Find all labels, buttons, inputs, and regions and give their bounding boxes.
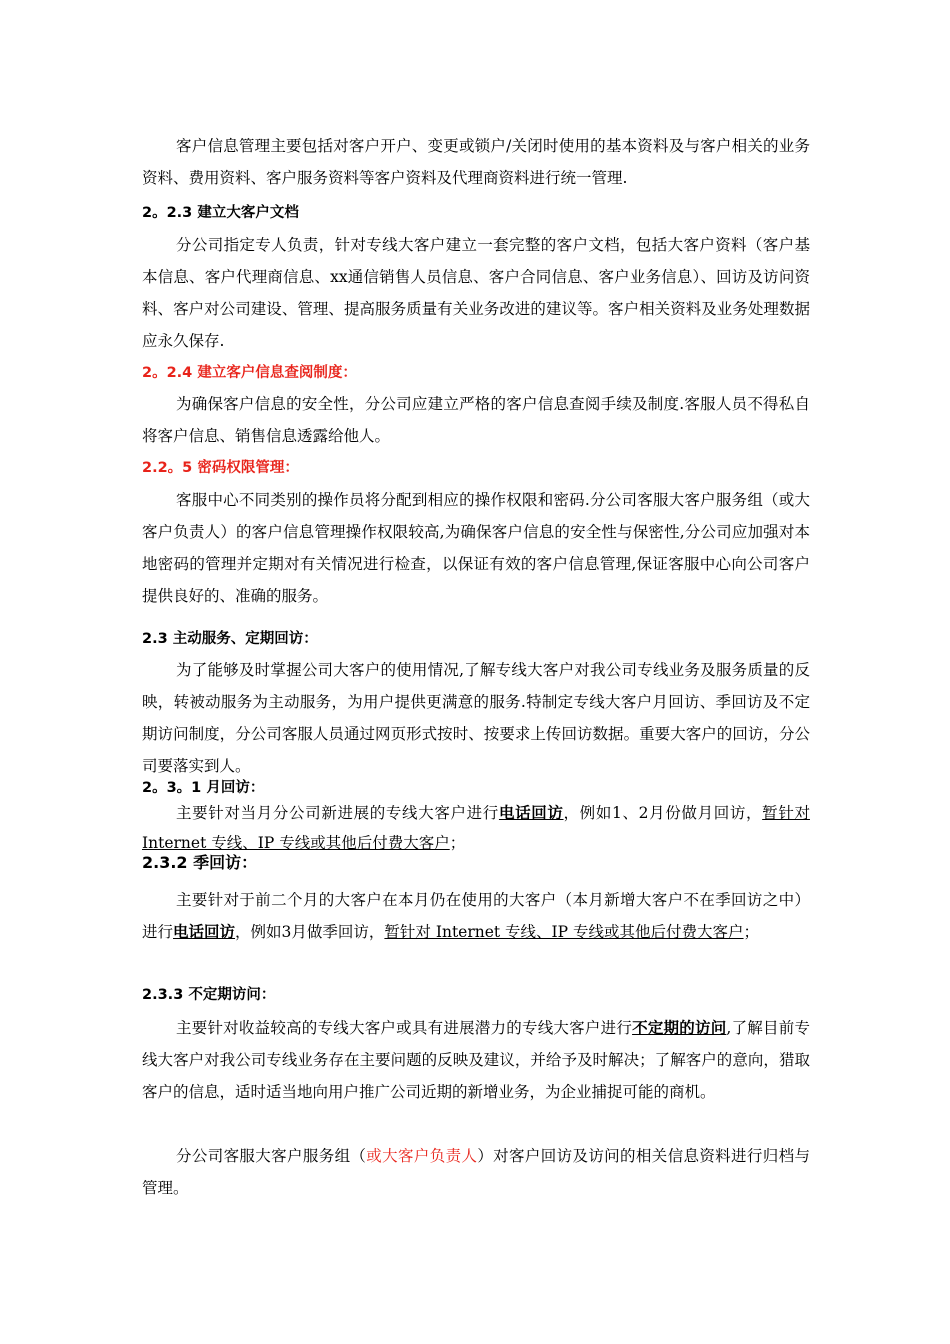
paragraph-build-customer-file: 分公司指定专人负责，针对专线大客户建立一套完整的客户文档，包括大客户资料（客户基本信息、客户代理商信息、xx通信销售人员信息、客户合同信息、客户业务信息）、回访及访问资料、客户对公司建设、管理、提高服务质量有关业务改进的建议等。客户相关资料及业务处理数据应永久保存. <box>142 236 810 350</box>
paragraph-password-permissions: 客服中心不同类别的操作员将分配到相应的操作权限和密码.分公司客服大客户服务组（或大客户负责人）的客户信息管理操作权限较高,为确保客户信息的安全性与保密性,分公司应加强对本地密码的管理并定期对有关情况进行检查，以保证有效的客户信息管理,保证客服中心向公司客户提供良好的、准确的服务。 <box>142 491 810 605</box>
heading-2-3: 2.3 主动服务、定期回访： <box>142 631 318 647</box>
paragraph-customer-info-management: 客户信息管理主要包括对客户开户、变更或锁户/关闭时使用的基本资料及与客户相关的业务资料、费用资料、客户服务资料等客户资料及代理商资料进行统一管理. <box>142 137 810 187</box>
heading-2-3-1: 2。3。1 月回访： <box>142 780 265 796</box>
paragraph-info-security: 为确保客户信息的安全性，分公司应建立严格的客户信息查阅手续及制度.客服人员不得私自将客户信息、销售信息透露给他人。 <box>142 395 810 445</box>
text: ，例如1、2月份做月回访， <box>563 804 763 822</box>
heading-2-3-2: 2.3.2 季回访： <box>142 853 258 872</box>
red-highlight-text: 或大客户负责人 <box>366 1147 478 1165</box>
text: ，例如3月做季回访， <box>235 923 385 941</box>
irregular-visit-emphasis: 不定期的访问 <box>632 1019 727 1037</box>
paragraph-monthly-visit <box>142 798 810 858</box>
text: 主要针对于前二个月的大客户在本月仍在使用的大客户（本月新增大客户不在季回访之中）进行 <box>142 891 810 941</box>
text: ； <box>449 834 466 852</box>
scope-note-underlined: 暂针对 Internet 专线、IP 专线或其他后付费大客户 <box>384 923 744 941</box>
paragraph-archiving <box>142 1140 810 1204</box>
phone-visit-emphasis: 电话回访 <box>498 804 564 822</box>
phone-visit-emphasis: 电话回访 <box>173 923 236 941</box>
paragraph-quarterly-visit <box>142 884 810 948</box>
scope-note-underlined: 暂针对 Internet 专线、IP 专线或其他后付费大客户 <box>142 804 810 852</box>
text: ,了解目前专线大客户对我公司专线业务存在主要问题的反映及建议，并给予及时解决；了解客户的意向，猎取客户的信息，适时适当地向用户推广公司近期的新增业务，为企业捕捉可能的商机。 <box>142 1019 810 1101</box>
text: 主要针对收益较高的专线大客户或具有进展潜力的专线大客户进行 <box>176 1019 633 1037</box>
paragraph-irregular-visit <box>142 1012 810 1108</box>
heading-2-2-4: 2。2.4 建立客户信息查阅制度： <box>142 365 357 381</box>
heading-2-2-5: 2.2。5 密码权限管理： <box>142 460 299 476</box>
paragraph-active-service: 为了能够及时掌握公司大客户的使用情况,了解专线大客户对我公司专线业务及服务质量的反映，转被动服务为主动服务，为用户提供更满意的服务.特制定专线大客户月回访、季回访及不定期访问制度，分公司客服人员通过网页形式按时、按要求上传回访数据。重要大客户的回访，分公司要落实到人。 <box>142 661 810 775</box>
text: ）对客户回访及访问的相关信息资料进行归档与管理。 <box>142 1147 810 1197</box>
text: 主要针对当月分公司新进展的专线大客户进行 <box>176 804 499 822</box>
heading-2-2-3: 2。2.3 建立大客户文档 <box>142 205 299 221</box>
heading-2-3-3: 2.3.3 不定期访问： <box>142 987 276 1003</box>
text: ； <box>743 923 760 941</box>
text: 分公司客服大客户服务组（ <box>176 1147 367 1165</box>
